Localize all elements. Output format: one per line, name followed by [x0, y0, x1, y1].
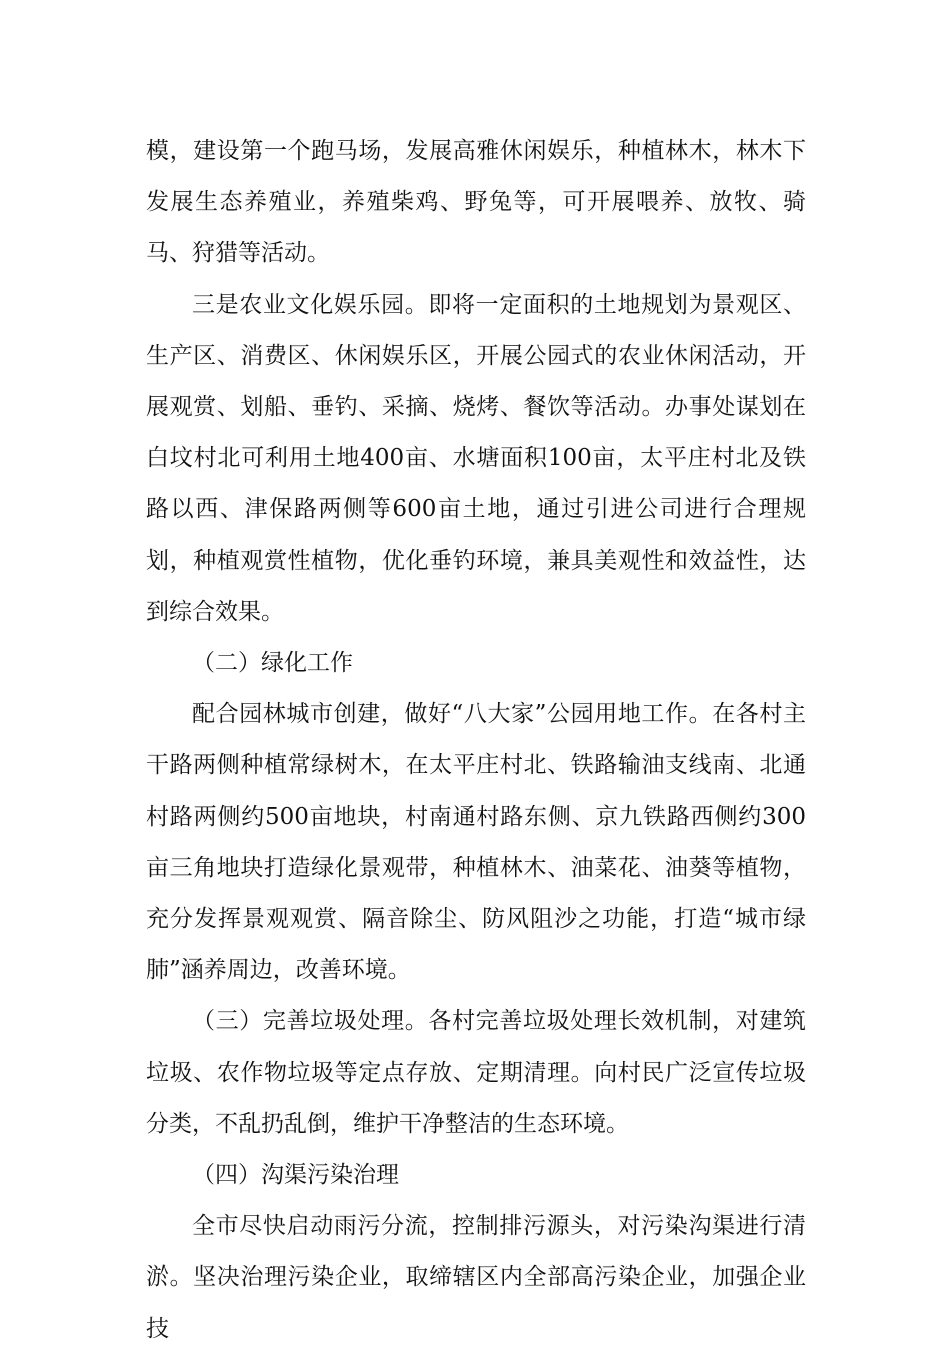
paragraph-ditch-pollution: 全市尽快启动雨污分流，控制排污源头，对污染沟渠进行清淤。坚决治理污染企业，取缔辖区内全部高污染企业，加强企业技 — [146, 1213, 806, 1342]
paragraph-garbage-disposal: （三）完善垃圾处理。各村完善垃圾处理长效机制，对建筑垃圾、农作物垃圾等定点存放、定期清理。向村民广泛宣传垃圾分类，不乱扔乱倒，维护干净整洁的生态环境。 — [146, 1008, 806, 1137]
paragraph-agri-culture-park: 三是农业文化娱乐园。即将一定面积的土地规划为景观区、生产区、消费区、休闲娱乐区，开展公园式的农业休闲活动，开展观赏、划船、垂钓、采摘、烧烤、餐饮等活动。办事处谋划在白坟村北可利用土地400亩、水塘面积100亩，太平庄村北及铁路以西、津保路两侧等600亩土地，通过引进公司进行合理规划，种植观赏性植物，优化垂钓环境，兼具美观性和效益性，达到综合效果。 — [146, 291, 806, 625]
paragraph-continuation: 模，建设第一个跑马场，发展高雅休闲娱乐，种植林木，林木下发展生态养殖业，养殖柴鸡、野兔等，可开展喂养、放牧、骑马、狩猎等活动。 — [146, 138, 806, 267]
section-heading-ditch-pollution: （四）沟渠污染治理 — [192, 1162, 399, 1189]
paragraph-greening-work: 配合园林城市创建，做好“八大家”公园用地工作。在各村主干路两侧种植常绿树木，在太平庄村北、铁路输油支线南、北通村路两侧约500亩地块，村南通村路东侧、京九铁路西侧约300亩三角地块打造绿化景观带，种植林木、油菜花、油葵等植物，充分发挥景观观赏、隔音除尘、防风阻沙之功能，打造“城市绿肺”涵养周边，改善环境。 — [146, 701, 806, 984]
document-page — [146, 126, 806, 1355]
section-heading-greening: （二）绿化工作 — [192, 650, 353, 677]
